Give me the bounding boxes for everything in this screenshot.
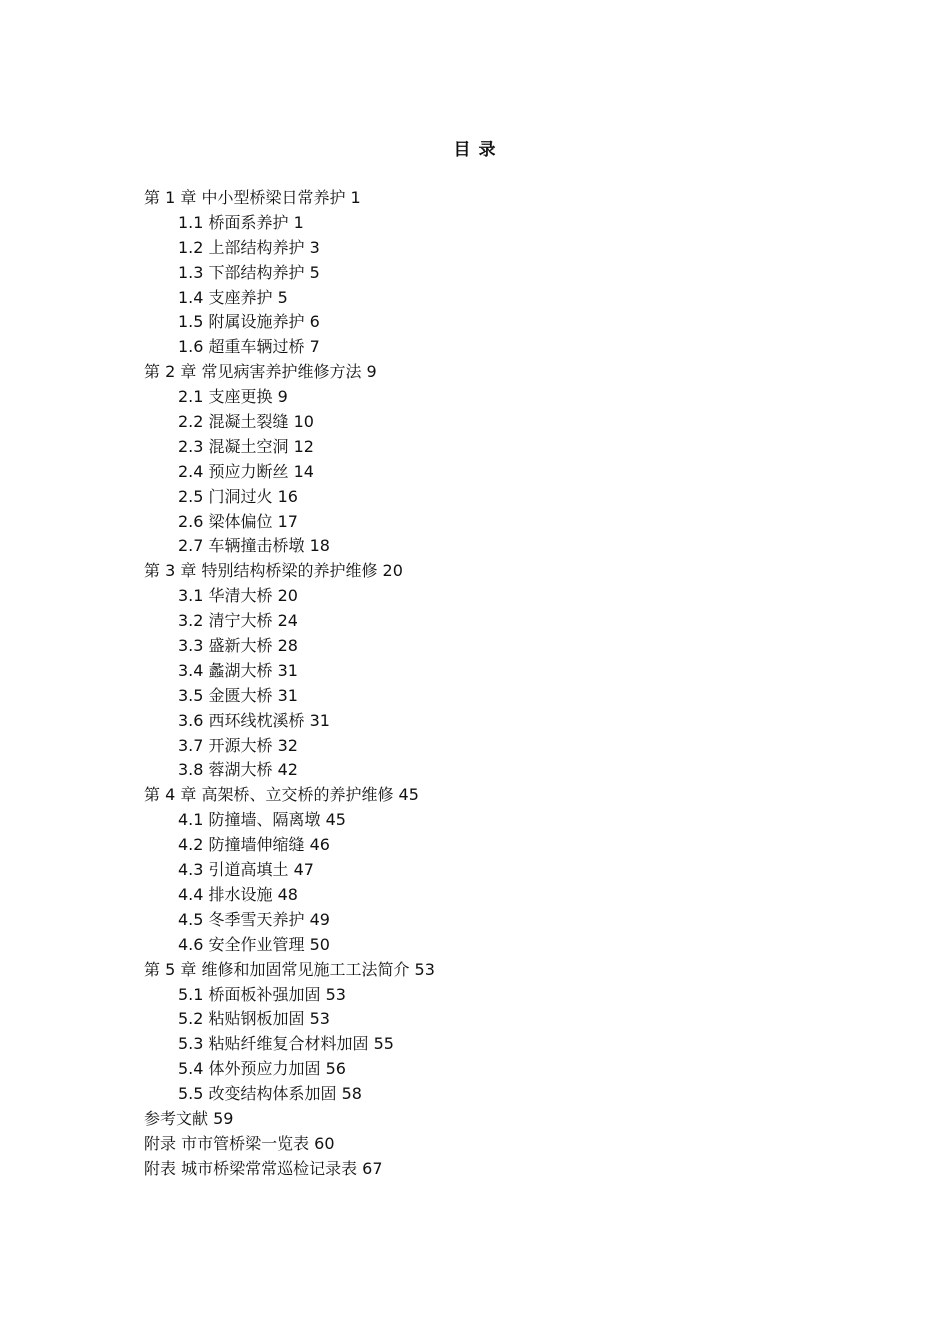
toc-section-entry: 3.3 盛新大桥 28	[178, 636, 298, 656]
toc-section-entry: 2.3 混凝土空洞 12	[178, 436, 314, 456]
toc-section-entry: 3.1 华清大桥 20	[178, 586, 298, 606]
toc-section-entry: 1.6 超重车辆过桥 7	[178, 337, 320, 357]
toc-section-entry: 4.6 安全作业管理 50	[178, 934, 330, 954]
toc-section-entry: 4.2 防撞墙伸缩缝 46	[178, 835, 330, 855]
toc-chapter-entry: 附表 城市桥梁常常巡检记录表 67	[144, 1158, 383, 1178]
toc-section-entry: 3.4 蠡湖大桥 31	[178, 660, 298, 680]
toc-section-entry: 4.1 防撞墙、隔离墩 45	[178, 810, 346, 830]
toc-section-entry: 1.2 上部结构养护 3	[178, 237, 320, 257]
toc-section-entry: 2.7 车辆撞击桥墩 18	[178, 536, 330, 556]
toc-chapter-entry: 附录 市市管桥梁一览表 60	[144, 1133, 335, 1153]
toc-section-entry: 5.3 粘贴纤维复合材料加固 55	[178, 1034, 394, 1054]
toc-section-entry: 4.5 冬季雪天养护 49	[178, 909, 330, 929]
toc-chapter-entry: 第 4 章 高架桥、立交桥的养护维修 45	[144, 785, 419, 805]
toc-chapter-entry: 参考文献 59	[144, 1108, 234, 1128]
toc-section-entry: 5.2 粘贴钢板加固 53	[178, 1009, 330, 1029]
toc-section-entry: 2.2 混凝土裂缝 10	[178, 412, 314, 432]
toc-section-entry: 4.4 排水设施 48	[178, 884, 298, 904]
toc-section-entry: 5.1 桥面板补强加固 53	[178, 984, 346, 1004]
toc-section-entry: 4.3 引道高填土 47	[178, 860, 314, 880]
toc-section-entry: 2.6 梁体偏位 17	[178, 511, 298, 531]
toc-section-entry: 1.1 桥面系养护 1	[178, 212, 304, 232]
toc-section-entry: 3.7 开源大桥 32	[178, 735, 298, 755]
toc-section-entry: 3.8 蓉湖大桥 42	[178, 760, 298, 780]
toc-chapter-entry: 第 3 章 特别结构桥梁的养护维修 20	[144, 561, 403, 581]
toc-section-entry: 2.5 门洞过火 16	[178, 486, 298, 506]
table-of-contents	[144, 186, 844, 1182]
toc-section-entry: 1.3 下部结构养护 5	[178, 262, 320, 282]
toc-section-entry: 1.5 附属设施养护 6	[178, 312, 320, 332]
toc-chapter-entry: 第 2 章 常见病害养护维修方法 9	[144, 362, 377, 382]
toc-section-entry: 3.2 清宁大桥 24	[178, 611, 298, 631]
toc-title: 目 录	[453, 140, 497, 160]
toc-section-entry: 2.4 预应力断丝 14	[178, 461, 314, 481]
toc-chapter-entry: 第 5 章 维修和加固常见施工工法简介 53	[144, 959, 435, 979]
toc-section-entry: 5.5 改变结构体系加固 58	[178, 1084, 362, 1104]
toc-section-entry: 2.1 支座更换 9	[178, 387, 288, 407]
toc-section-entry: 3.5 金匮大桥 31	[178, 685, 298, 705]
toc-chapter-entry: 第 1 章 中小型桥梁日常养护 1	[144, 188, 361, 207]
toc-section-entry: 3.6 西环线枕溪桥 31	[178, 710, 330, 730]
toc-section-entry: 5.4 体外预应力加固 56	[178, 1059, 346, 1079]
toc-section-entry: 1.4 支座养护 5	[178, 287, 288, 307]
